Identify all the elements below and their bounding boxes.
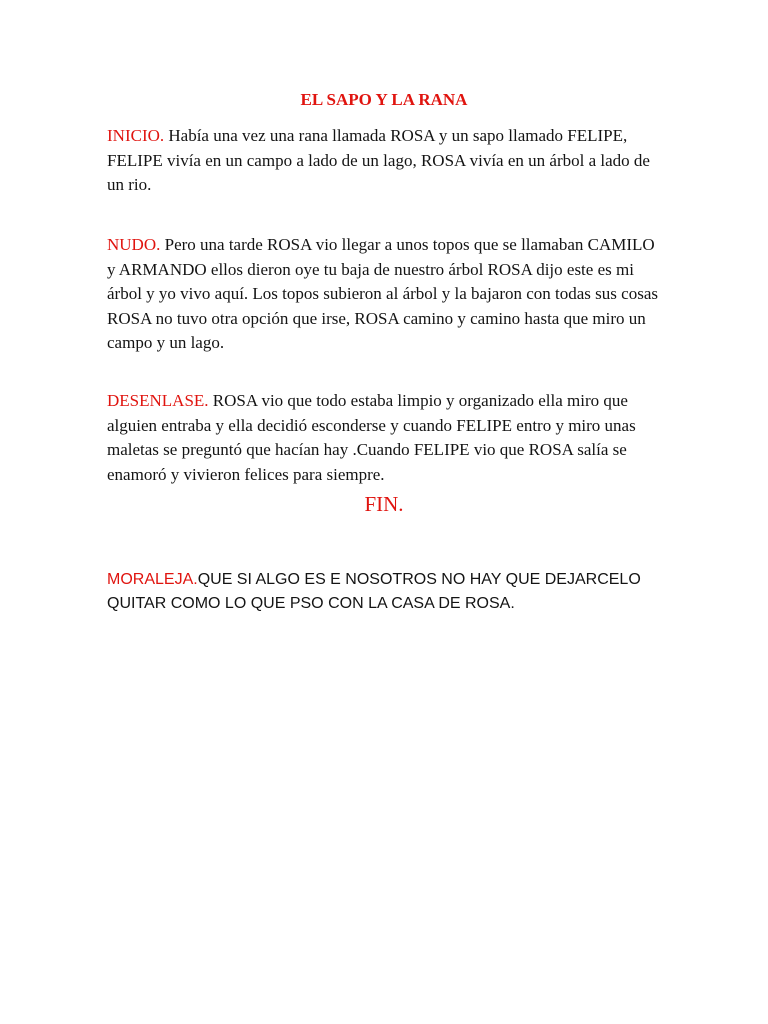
paragraph-inicio xyxy=(107,124,667,198)
moraleja-label: MORALEJA. xyxy=(107,571,198,588)
desenlase-text: ROSA vio que todo estaba limpio y organizado ella miro que alguien entraba y ella decidió esconderse y cuando FELIPE entro y miro unas maletas se preguntó que hacían hay .Cuando FELIPE vio que ROSA salía se enamoró y vivieron felices para siempre. xyxy=(107,391,636,484)
inicio-text: Había una vez una rana llamada ROSA y un sapo llamado FELIPE, FELIPE vivía en un campo a lado de un lago, ROSA vivía en un árbol a lado de un rio. xyxy=(107,126,650,194)
fin-heading: FIN. xyxy=(364,492,404,516)
inicio-label: INICIO. xyxy=(107,126,165,145)
paragraph-desenlase xyxy=(107,389,667,487)
nudo-label: NUDO. xyxy=(107,235,161,254)
paragraph-moraleja xyxy=(107,568,687,615)
paragraph-nudo xyxy=(107,233,667,356)
moraleja-text: QUE SI ALGO ES E NOSOTROS NO HAY QUE DEJARCELO QUITAR COMO LO QUE PSO CON LA CASA DE ROSA. xyxy=(107,571,641,612)
nudo-text: Pero una tarde ROSA vio llegar a unos topos que se llamaban CAMILO y ARMANDO ellos dieron oye tu baja de nuestro árbol ROSA dijo este es mi árbol y yo vivo aquí. Los topos subieron al árbol y la bajaron con todas sus cosas ROSA no tuvo otra opción que irse, ROSA camino y camino hasta que miro un campo y un lago. xyxy=(107,235,658,352)
desenlase-label: DESENLASE. xyxy=(107,391,209,410)
story-title: EL SAPO Y LA RANA xyxy=(300,90,468,109)
